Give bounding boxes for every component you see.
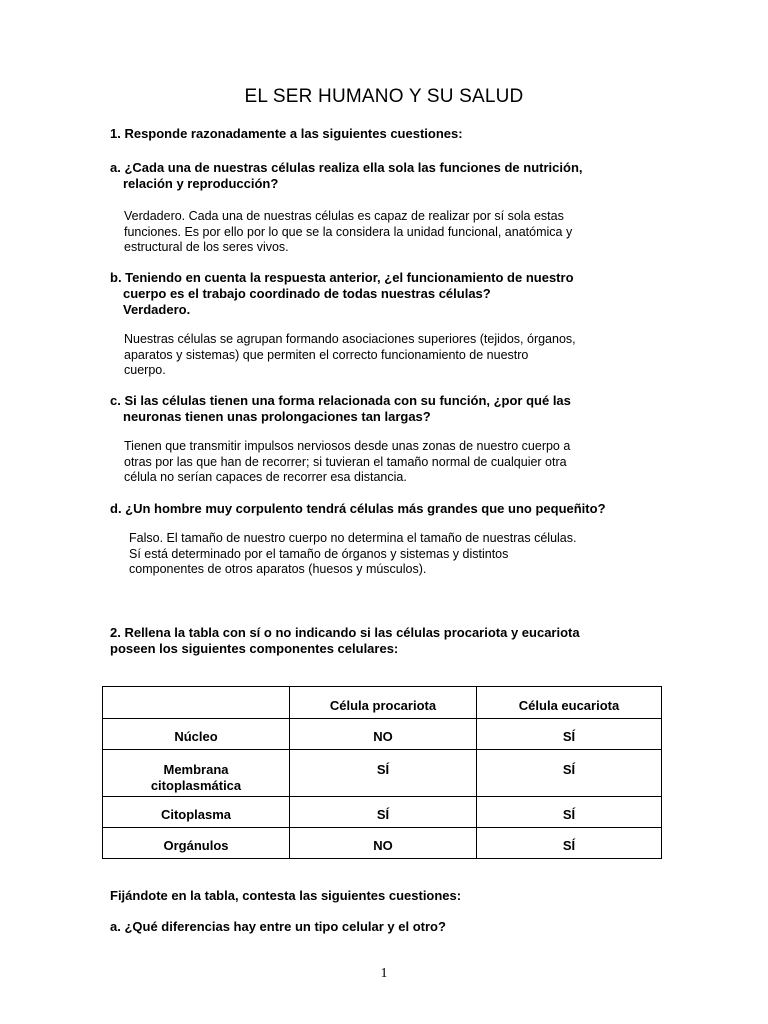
question-a <box>110 160 658 192</box>
answer-c-line1: Tienen que transmitir impulsos nerviosos desde unas zonas de nuestro cuerpo a <box>124 439 571 453</box>
answer-d-line2: Sí está determinado por el tamaño de órganos y sistemas y distintos <box>129 546 509 561</box>
table-header-cell <box>103 687 290 719</box>
section2-heading-line1: 2. Rellena la tabla con sí o no indicando si las células procariota y eucariota <box>110 625 580 640</box>
row-label-line1: Membrana <box>163 762 229 777</box>
question-b <box>110 270 658 318</box>
answer-b-line1: Nuestras células se agrupan formando asociaciones superiores (tejidos, órganos, <box>124 332 576 346</box>
question-c-line2: neuronas tienen unas prolongaciones tan largas? <box>123 409 431 424</box>
row-label: Orgánulos <box>103 828 290 859</box>
section2-heading-line2: poseen los siguientes componentes celulares: <box>110 641 399 656</box>
row-label-line2: citoplasmática <box>150 778 242 793</box>
procariota-cell: NO <box>290 719 477 750</box>
answer-a-line1: Verdadero. Cada una de nuestras células es capaz de realizar por sí sola estas <box>124 209 564 223</box>
procariota-cell: SÍ <box>290 797 477 828</box>
row-label: Citoplasma <box>103 797 290 828</box>
cell-components-table <box>102 686 662 859</box>
table-header-row <box>103 687 662 719</box>
answer-d-line1: Falso. El tamaño de nuestro cuerpo no determina el tamaño de nuestras células. <box>129 531 577 545</box>
question-b-line3: Verdadero. <box>123 302 191 317</box>
page-title: EL SER HUMANO Y SU SALUD <box>244 86 524 107</box>
question-d <box>110 501 658 517</box>
procariota-cell: SÍ <box>290 750 477 797</box>
table-row <box>103 719 662 750</box>
question-d-line1: d. ¿Un hombre muy corpulento tendrá células más grandes que uno pequeñito? <box>110 501 606 516</box>
answer-a-line2: funciones. Es por ello por lo que se la considera la unidad funcional, anatómica y <box>124 224 573 239</box>
question-b-line1: b. Teniendo en cuenta la respuesta anterior, ¿el funcionamiento de nuestro <box>110 270 574 285</box>
table-row <box>103 750 662 797</box>
table-row <box>103 828 662 859</box>
table-header-cell: Célula procariota <box>290 687 477 719</box>
section1-heading: 1. Responde razonadamente a las siguientes cuestiones: <box>110 126 463 141</box>
answer-c-line3: célula no serían capaces de recorrer esa distancia. <box>124 470 407 484</box>
eucariota-cell: SÍ <box>477 719 662 750</box>
question-c <box>110 393 658 425</box>
eucariota-cell: SÍ <box>477 750 662 797</box>
question-b-line2: cuerpo es el trabajo coordinado de todas nuestras células? <box>123 286 491 301</box>
eucariota-cell: SÍ <box>477 797 662 828</box>
answer-c <box>124 439 658 486</box>
row-label: Núcleo <box>103 719 290 750</box>
question-c-line1: c. Si las células tienen una forma relacionada con su función, ¿por qué las <box>110 393 571 408</box>
answer-c-line2: otras por las que han de recorrer; si tuvieran el tamaño normal de cualquier otra <box>124 454 567 469</box>
row-label <box>103 750 290 797</box>
question-2a: a. ¿Qué diferencias hay entre un tipo celular y el otro? <box>110 919 446 934</box>
answer-a-line3: estructural de los seres vivos. <box>124 240 289 254</box>
eucariota-cell: SÍ <box>477 828 662 859</box>
page-number: 1 <box>380 966 388 981</box>
question-a-line1: a. ¿Cada una de nuestras células realiza ella sola las funciones de nutrición, <box>110 160 583 175</box>
table-row <box>103 797 662 828</box>
answer-a <box>124 209 658 256</box>
table-header-cell: Célula eucariota <box>477 687 662 719</box>
answer-b-line2: aparatos y sistemas) que permiten el correcto funcionamiento de nuestro <box>124 347 529 362</box>
question-a-line2: relación y reproducción? <box>123 176 279 191</box>
table-followup: Fijándote en la tabla, contesta las siguientes cuestiones: <box>110 888 462 903</box>
answer-d <box>129 531 658 578</box>
section2-heading <box>110 625 658 657</box>
answer-b <box>124 332 658 379</box>
answer-d-line3: componentes de otros aparatos (huesos y músculos). <box>129 562 427 576</box>
procariota-cell: NO <box>290 828 477 859</box>
answer-b-line3: cuerpo. <box>124 363 166 377</box>
